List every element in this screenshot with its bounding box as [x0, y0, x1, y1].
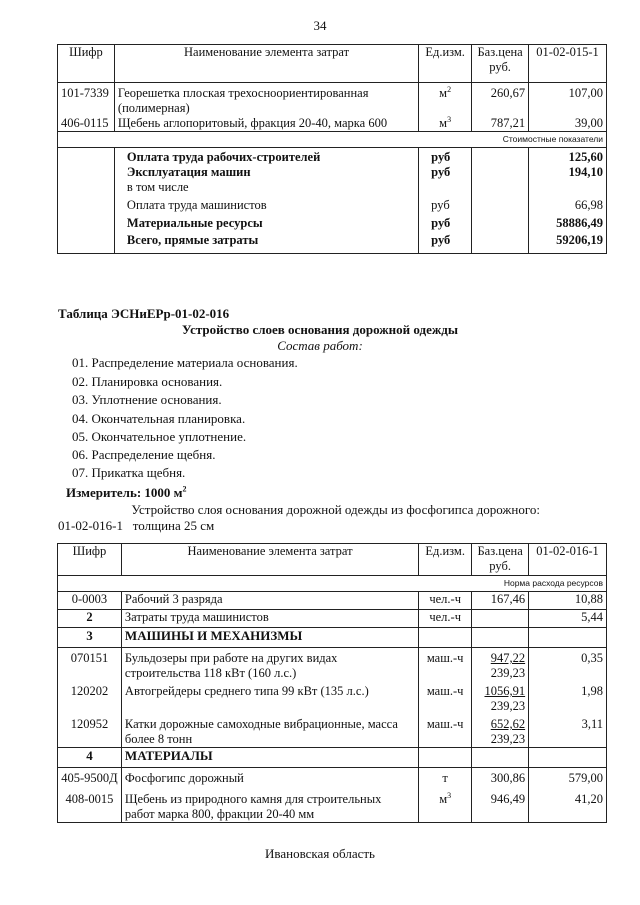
- row-code: 406-0115: [58, 116, 115, 132]
- resource-table-016: [57, 543, 607, 823]
- table-title: Таблица ЭСНиЕРр-01-02-016: [58, 306, 230, 321]
- summary-unit: руб: [419, 198, 472, 216]
- row-unit: чел.-ч: [419, 610, 472, 628]
- summary-value: 59206,19: [529, 233, 607, 253]
- cost-label-row: [58, 132, 607, 148]
- table-row: [58, 610, 607, 628]
- summary-value: 66,98: [529, 198, 607, 216]
- header-price: Баз.цена руб.: [472, 544, 529, 576]
- resource-table-015: [57, 44, 607, 254]
- row-name: Георешетка плоская трехосноориентированная (полимерная): [114, 83, 418, 117]
- summary-row: [58, 180, 607, 198]
- summary-name: Оплата труда рабочих-строителей: [114, 148, 418, 166]
- summary-value: 58886,49: [529, 216, 607, 233]
- table-header-row: [58, 544, 607, 576]
- row-code: 120952: [58, 714, 122, 748]
- summary-name: Оплата труда машинистов: [114, 198, 418, 216]
- header-code: Шифр: [58, 45, 115, 83]
- summary-name: Материальные ресурсы: [114, 216, 418, 233]
- row-unit: чел.-ч: [419, 592, 472, 610]
- row-unit: $м^2$: [419, 83, 472, 117]
- table-row: [58, 681, 607, 714]
- row-name: Затраты труда машинистов: [121, 610, 418, 628]
- row-price: 260,67: [472, 83, 529, 117]
- row-qty: 5,44: [529, 610, 607, 628]
- row-unit: маш.-ч: [419, 714, 472, 748]
- summary-unit: руб: [419, 165, 472, 180]
- description: Устройство слоя основания дорожной одежды из фосфогипса дорожного:: [131, 502, 540, 517]
- header-name: Наименование элемента затрат: [121, 544, 418, 576]
- cost-indicators-label: Стоимостные показатели: [58, 132, 607, 148]
- row-code: 3: [58, 628, 122, 648]
- row-code: 2: [58, 610, 122, 628]
- row-price: 947,22 239,23: [472, 648, 529, 682]
- row-name: Бульдозеры при работе на других видах строительства 118 кВт (160 л.с.): [121, 648, 418, 682]
- header-name: Наименование элемента затрат: [114, 45, 418, 83]
- table-header-row: [58, 45, 607, 83]
- row-name: Фосфогипс дорожный: [121, 768, 418, 790]
- group-row: [58, 748, 607, 768]
- summary-unit: руб: [419, 216, 472, 233]
- row-qty: 579,00: [529, 768, 607, 790]
- group-name: МАТЕРИАЛЫ: [121, 748, 418, 768]
- work-item: 03. Уплотнение основания.: [72, 392, 222, 407]
- row-price: 946,49: [472, 790, 529, 823]
- summary-row: [58, 233, 607, 253]
- header-code: Шифр: [58, 544, 122, 576]
- row-qty: 3,11: [529, 714, 607, 748]
- row-name: Рабочий 3 разряда: [121, 592, 418, 610]
- summary-row: [58, 148, 607, 166]
- work-item: 01. Распределение материала основания.: [72, 355, 298, 370]
- summary-row: [58, 198, 607, 216]
- header-norm-code: 01-02-016-1: [529, 544, 607, 576]
- header-unit: Ед.изм.: [419, 544, 472, 576]
- summary-value: 125,60: [529, 148, 607, 166]
- row-price: 652,62 239,23: [472, 714, 529, 748]
- row-qty: 10,88: [529, 592, 607, 610]
- row-qty: 107,00: [529, 83, 607, 117]
- summary-unit: руб: [419, 148, 472, 166]
- table-row: [58, 83, 607, 117]
- summary-row: [58, 165, 607, 180]
- norm-label-row: [58, 576, 607, 592]
- summary-row: [58, 216, 607, 233]
- group-row: [58, 628, 607, 648]
- row-name: Щебень из природного камня для строительных работ марка 800, фракции 20-40 мм: [121, 790, 418, 823]
- row-code: 405-9500Д: [58, 768, 122, 790]
- row-name: Катки дорожные самоходные вибрационные, масса более 8 тонн: [121, 714, 418, 748]
- summary-name: в том числе: [114, 180, 418, 198]
- table-row: [58, 768, 607, 790]
- summary-unit: руб: [419, 233, 472, 253]
- table-row: [58, 116, 607, 132]
- work-item: 06. Распределение щебня.: [72, 447, 216, 462]
- row-unit: $м^3$: [419, 116, 472, 132]
- row-unit: маш.-ч: [419, 648, 472, 682]
- work-item: 05. Окончательное уплотнение.: [72, 429, 247, 444]
- work-item: 02. Планировка основания.: [72, 374, 223, 389]
- row-code: 120202: [58, 681, 122, 714]
- row-unit: $м^3$: [419, 790, 472, 823]
- row-code: 070151: [58, 648, 122, 682]
- work-item: 04. Окончательная планировка.: [72, 411, 246, 426]
- row-code: 0-0003: [58, 592, 122, 610]
- norm-label: Норма расхода ресурсов: [58, 576, 607, 592]
- row-code: 408-0015: [58, 790, 122, 823]
- row-qty: 0,35: [529, 648, 607, 682]
- row-qty: 41,20: [529, 790, 607, 823]
- norm-code-line: [58, 518, 214, 534]
- row-price: 787,21: [472, 116, 529, 132]
- table-row: [58, 592, 607, 610]
- norm-thickness: толщина 25 см: [132, 518, 215, 533]
- row-unit: маш.-ч: [419, 681, 472, 714]
- row-code: 4: [58, 748, 122, 768]
- section-title: Устройство слоев основания дорожной одежды: [181, 322, 459, 337]
- row-price: 300,86: [472, 768, 529, 790]
- table-row: [58, 714, 607, 748]
- header-unit: Ед.изм.: [419, 45, 472, 83]
- meter-label: Измеритель: 1000 $м^2$: [66, 484, 187, 500]
- row-name: Автогрейдеры среднего типа 99 кВт (135 л.с.): [121, 681, 418, 714]
- row-price: 167,46: [472, 592, 529, 610]
- table-row: [58, 648, 607, 682]
- norm-code: 01-02-016-1: [58, 518, 123, 533]
- page-footer: Ивановская область: [265, 846, 375, 861]
- summary-name: Эксплуатация машин: [114, 165, 418, 180]
- row-name: Щебень аглопоритовый, фракция 20-40, марка 600: [114, 116, 418, 132]
- page-number: 34: [313, 18, 327, 33]
- work-item: 07. Прикатка щебня.: [72, 465, 186, 480]
- group-name: МАШИНЫ И МЕХАНИЗМЫ: [121, 628, 418, 648]
- summary-name: Всего, прямые затраты: [114, 233, 418, 253]
- table-row: [58, 790, 607, 823]
- summary-value: 194,10: [529, 165, 607, 180]
- header-norm-code: 01-02-015-1: [529, 45, 607, 83]
- row-unit: т: [419, 768, 472, 790]
- row-qty: 39,00: [529, 116, 607, 132]
- header-price: Баз.цена руб.: [472, 45, 529, 83]
- row-price: 1056,91 239,23: [472, 681, 529, 714]
- works-title: Состав работ:: [277, 338, 363, 353]
- row-code: 101-7339: [58, 83, 115, 117]
- row-qty: 1,98: [529, 681, 607, 714]
